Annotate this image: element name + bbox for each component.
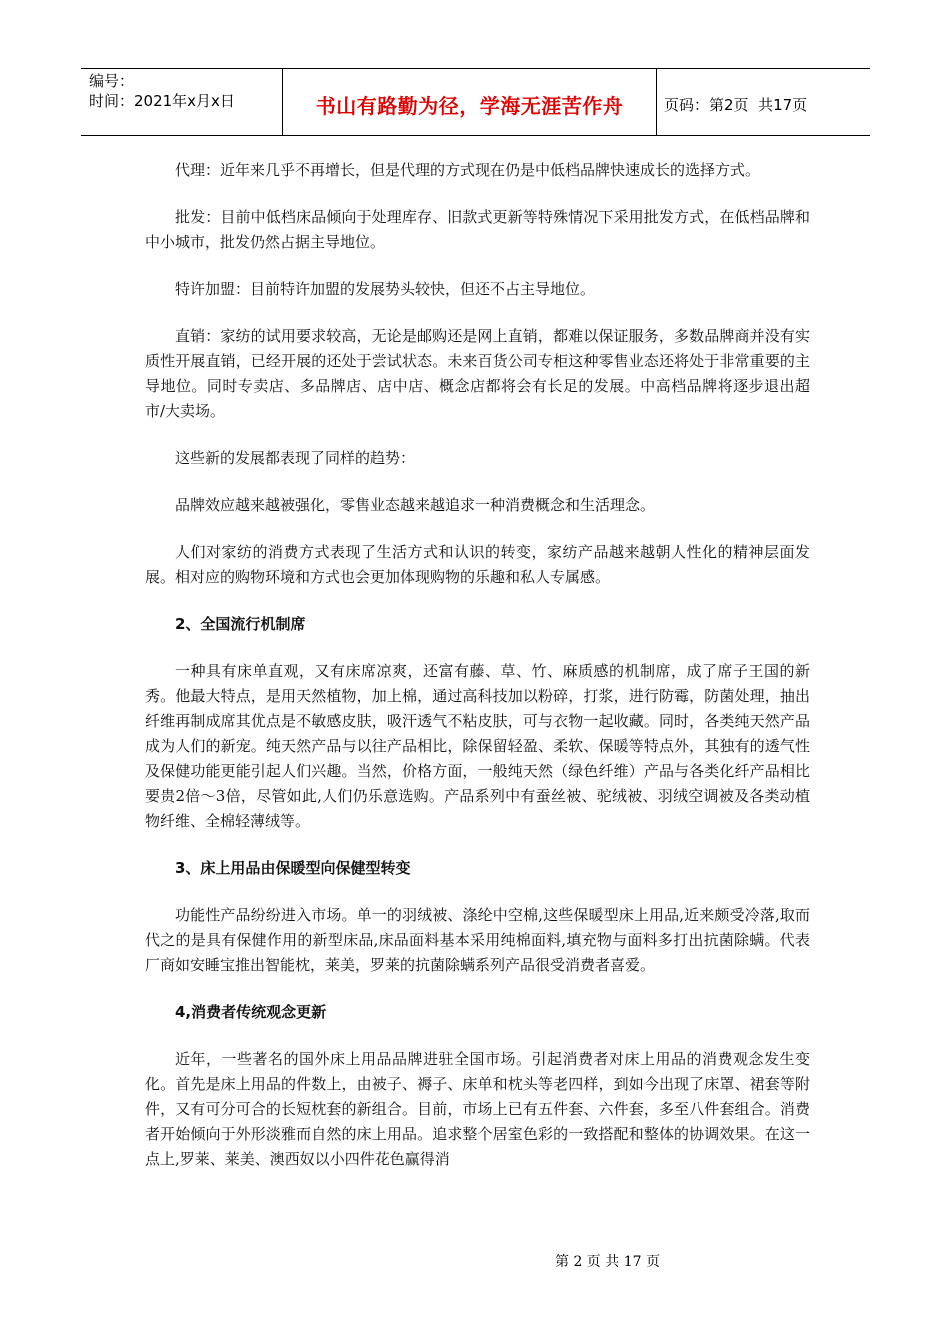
paragraph-machine-mat: 一种具有床单直观，又有床席凉爽，还富有藤、草、竹、麻质感的机制席，成了席子王国的新秀。他最大特点，是用天然植物，加上棉，通过高科技加以粉碎，打浆，进行防霉，防菌处理，抽出纤维再制成席其优点是不敏感皮肤，吸汗透气不粘皮肤，可与衣物一起收藏。同时，各类纯天然产品成为人们的新宠。纯天然产品与以往产品相比，除保留轻盈、柔软、保暖等特点外，其独有的透气性及保健功能更能引起人们兴趣。当然，价格方面，一般纯天然（绿色纤维）产品与各类化纤产品相比要贵2倍～3倍，尽管如此,人们仍乐意选购。产品系列中有蚕丝被、驼绒被、羽绒空调被及各类动植物纤维、全棉轻薄绒等。 [145,662,810,830]
header-page-number: 页码：第2页 共17页 [664,95,808,114]
paragraph-direct-sales: 直销：家纺的试用要求较高，无论是邮购还是网上直销，都难以保证服务，多数品牌商并没有实质性开展直销，已经开展的还处于尝试状态。未来百货公司专柜这种零售业态还将处于非常重要的主导地位。同时专卖店、多品牌店、店中店、概念店都将会有长足的发展。中高档品牌将逐步退出超市/大卖场。 [145,327,810,420]
header-motto: 书山有路勤为径，学海无涯苦作舟 [282,69,657,135]
paragraph-trend-intro: 这些新的发展都表现了同样的趋势： [175,449,416,467]
paragraph-consumer-concepts: 近年，一些著名的国外床上用品品牌进驻全国市场。引起消费者对床上用品的消费观念发生变化。首先是床上用品的件数上，由被子、褥子、床单和枕头等老四样，到如今出现了床罩、裙套等附件，又有可分可合的长短枕套的新组合。目前，市场上已有五件套、六件套，多至八件套组合。消费者开始倾向于外形淡雅而自然的床上用品。追求整个居室色彩的一致搭配和整体的协调效果。在这一点上,罗莱、莱美、澳西奴以小四件花色赢得消 [145,1050,810,1168]
page-footer [0,1251,950,1271]
paragraph-brand-effect: 品牌效应越来越被强化，零售业态越来越追求一种消费概念和生活理念。 [175,496,656,514]
paragraph-agency: 代理：近年来几乎不再增长，但是代理的方式现在仍是中低档品牌快速成长的选择方式。 [175,161,761,179]
paragraph-franchise: 特许加盟：目前特许加盟的发展势头较快，但还不占主导地位。 [175,280,596,298]
paragraph-functional-products: 功能性产品纷纷进入市场。单一的羽绒被、涤纶中空棉,这些保暖型床上用品,近来颇受冷落,取而代之的是具有保健作用的新型床品,床品面料基本采用纯棉面料,填充物与面料多打出抗菌除螨。代表厂商如安睡宝推出智能枕，莱美，罗莱的抗菌除螨系列产品很受消费者喜爱。 [145,906,810,974]
section-heading-2: 2、全国流行机制席 [175,615,306,633]
header-meta-cell [81,69,282,135]
page-header [81,68,870,136]
document-number-label: 编号： [89,72,135,90]
footer-page-number: 第 2 页 共 17 页 [555,1254,660,1270]
section-heading-3: 3、床上用品由保暖型向保健型转变 [175,859,411,877]
document-date-label: 时间：2021年x月x日 [89,92,235,110]
paragraph-wholesale: 批发：目前中低档床品倾向于处理库存、旧款式更新等特殊情况下采用批发方式，在低档品牌和中小城市，批发仍然占据主导地位。 [145,208,810,251]
document-body [145,158,810,1172]
section-heading-4: 4,消费者传统观念更新 [175,1003,327,1021]
header-page-cell [657,69,870,135]
paragraph-consumption-shift: 人们对家纺的消费方式表现了生活方式和认识的转变，家纺产品越来越朝人性化的精神层面发展。相对应的购物环境和方式也会更加体现购物的乐趣和私人专属感。 [145,543,810,586]
